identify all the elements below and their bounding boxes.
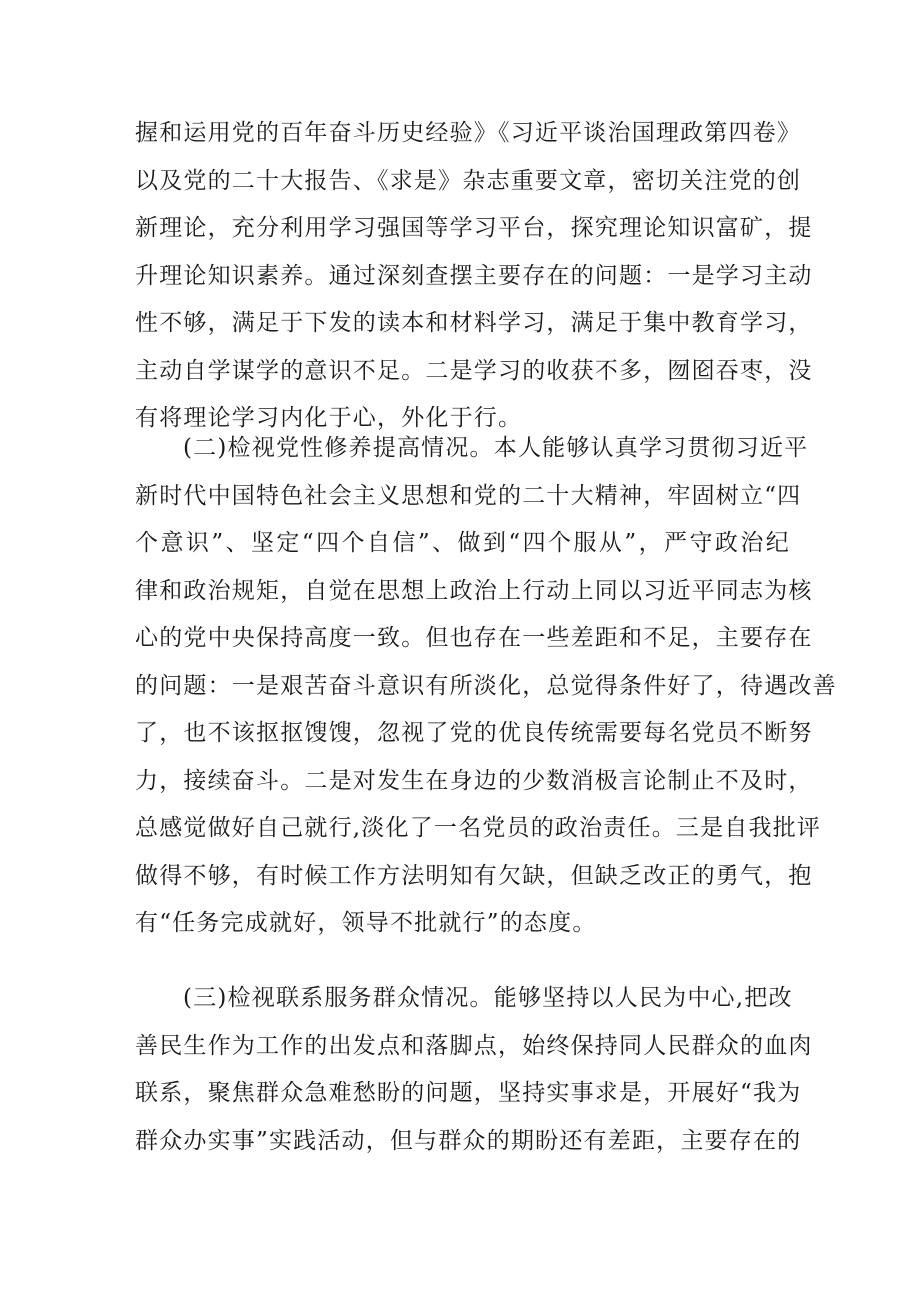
paragraph-line: 心的党中央保持高度一致。但也存在一些差距和不足，主要存在 — [135, 625, 813, 651]
paragraph-line: (三)检视联系服务群众情况。能够坚持以人民为中心,把改 — [183, 985, 793, 1011]
paragraph-line: 群众办实事”实践活动，但与群众的期盼还有差距，主要存在的 — [135, 1127, 802, 1154]
paragraph-line: 力，接续奋斗。二是对发生在身边的少数消极言论制止不及时， — [135, 767, 813, 794]
paragraph-line: 性不够，满足于下发的读本和材料学习，满足于集中教育学习， — [135, 310, 813, 336]
paragraph-line: 了，也不该抠抠馊馊，忽视了党的优良传统需要每名党员不断努 — [135, 720, 813, 746]
paragraph-serving-masses — [135, 975, 813, 1165]
paragraph-study-continuation — [135, 110, 813, 443]
paragraph-line: (二)检视党性修养提高情况。本人能够认真学习贯彻习近平 — [183, 435, 809, 461]
paragraph-line: 新理论，充分利用学习强国等学习平台，探究理论知识富矿，提 — [135, 215, 813, 241]
paragraph-line: 升理论知识素养。通过深刻查摆主要存在的问题：一是学习主动 — [135, 262, 813, 289]
paragraph-party-spirit — [135, 425, 837, 948]
paragraph-line: 以及党的二十大报告、《求是》杂志重要文章，密切关注党的创 — [135, 167, 802, 194]
paragraph-line: 有将理论学习内化于心，外化于行。 — [135, 405, 523, 431]
paragraph-line: 做得不够，有时候工作方法明知有欠缺，但缺乏改正的勇气，抱 — [135, 862, 813, 889]
paragraph-line: 善民生作为工作的出发点和落脚点，始终保持同人民群众的血肉 — [135, 1032, 813, 1059]
paragraph-line: 个意识”、坚定“四个自信”、做到“四个服从”，严守政治纪 — [135, 530, 790, 556]
paragraph-line: 新时代中国特色社会主义思想和党的二十大精神，牢固树立“四 — [135, 482, 802, 509]
paragraph-line: 总感觉做好自己就行,淡化了一名党员的政治责任。三是自我批评 — [135, 815, 822, 841]
paragraph-line: 握和运用党的百年奋斗历史经验》《习近平谈治国理政第四卷》 — [135, 120, 802, 146]
paragraph-line: 有“任务完成就好，领导不批就行”的态度。 — [135, 910, 597, 936]
paragraph-line: 主动自学谋学的意识不足。二是学习的收获不多，囫囵吞枣，没 — [135, 357, 813, 384]
paragraph-line: 的问题：一是艰苦奋斗意识有所淡化，总觉得条件好了，待遇改善 — [135, 672, 837, 699]
paragraph-line: 联系，聚焦群众急难愁盼的问题，坚持实事求是，开展好“我为 — [135, 1080, 802, 1106]
paragraph-line: 律和政治规矩，自觉在思想上政治上行动上同以习近平同志为核 — [135, 577, 813, 604]
